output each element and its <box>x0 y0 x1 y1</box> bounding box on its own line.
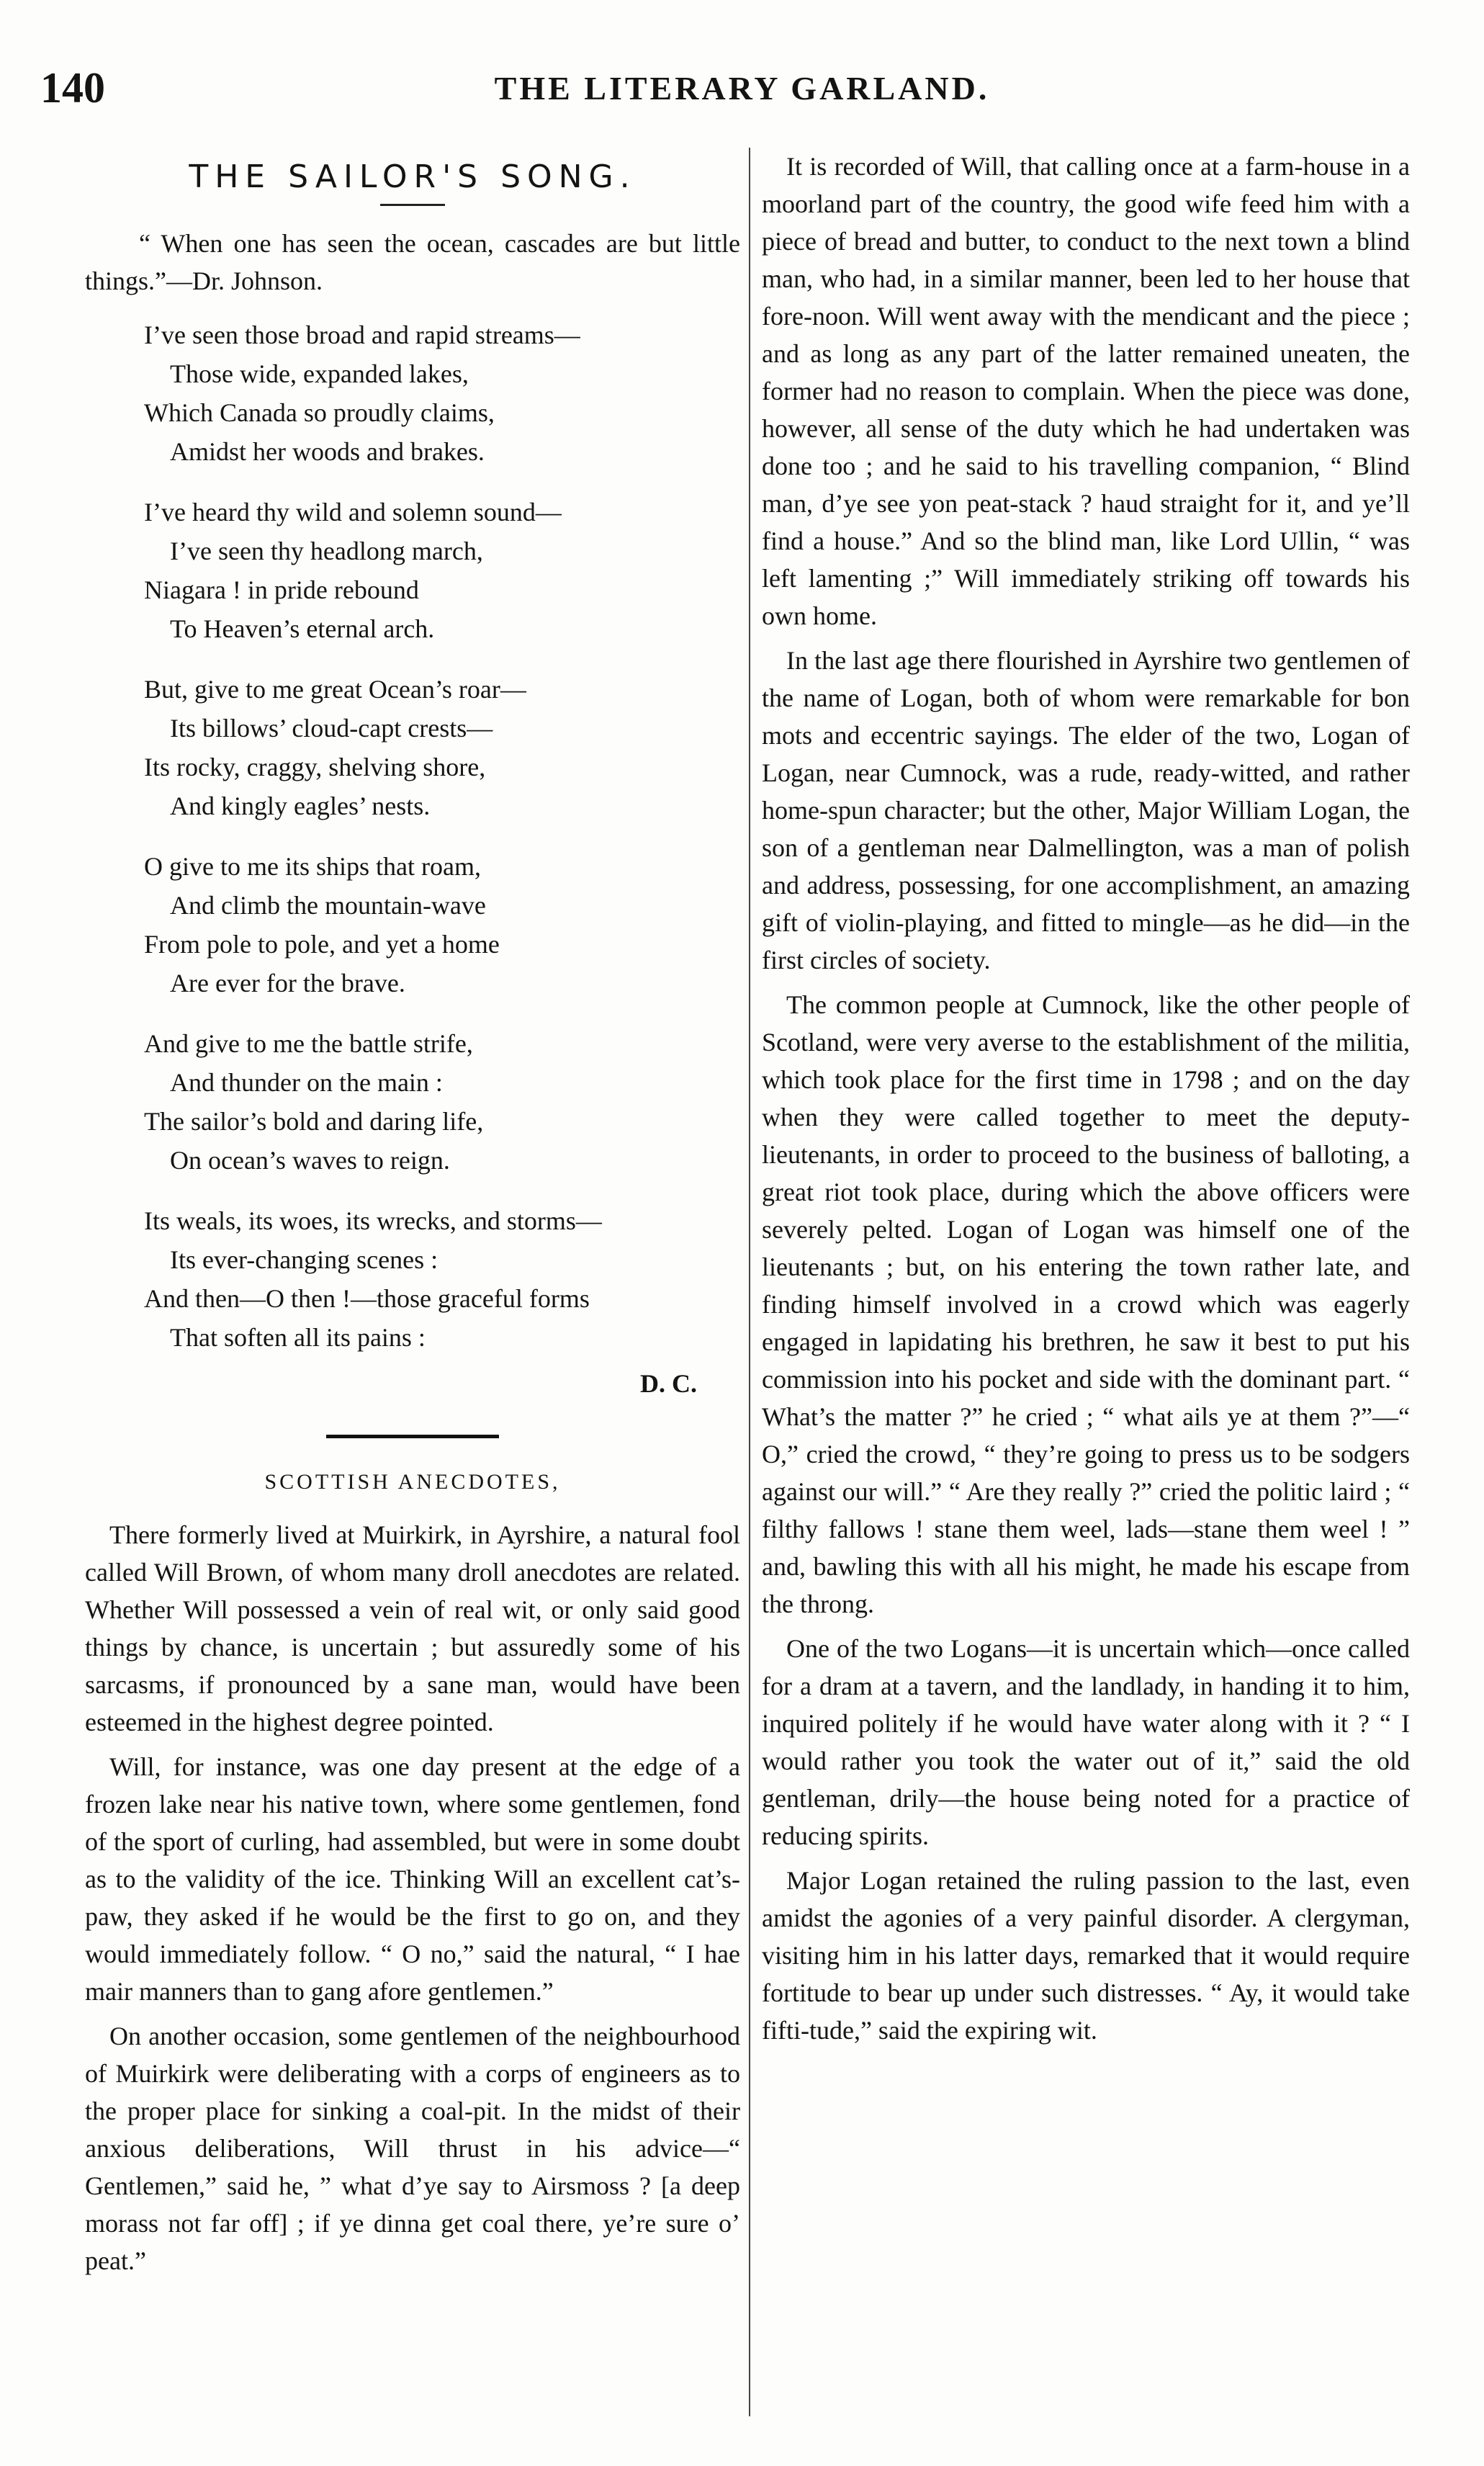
page-number: 140 <box>40 64 105 112</box>
section-rule <box>326 1435 499 1438</box>
poem-line: And then—O then !—those graceful forms <box>144 1284 590 1313</box>
poem-title: THE SAILOR'S SONG. <box>189 158 637 195</box>
poem-line: Its ever-changing scenes : <box>170 1245 439 1274</box>
title-rule <box>380 204 445 206</box>
paragraph: The common people at Cumnock, like the other people of Scotland, were very averse to the establishment of the militia, which took place for the first time in 1798 ; and on the day when they were called together to meet the deputy-lieutenants, in order to proceed to the business of balloting, a great riot took place, during which the above officers were severely pelted. Logan of Logan was himself one of the lieutenants ; but, on his entering the town rather late, and finding himself involved in a crowd which was eagerly engaged in lapidating his brethren, he saw it best to put his commission into his pocket and side with the dominant part. “ What’s the matter ?” he cried ; “ what ails ye at them ?”—“ O,” cried the crowd, “ they’re going to press us to be sodgers against our will.” “ Are they really ?” cried the politic laird ; “ filthy fallows ! stane them weel, lads—stane them weel ! ” and, bawling this with all his might, he made his escape from the throng. <box>762 990 1410 1618</box>
running-title: THE LITERARY GARLAND. <box>494 70 990 107</box>
page-header <box>40 63 1444 114</box>
paragraph: Major Logan retained the ruling passion to the last, even amidst the agonies of a very painful disorder. A clergyman, visiting him in his latter days, remarked that it would require fortitude to bear up under such distresses. “ Ay, it would take fifti-tude,” said the expiring wit. <box>762 1866 1410 2045</box>
poem-line: Its billows’ cloud-capt crests— <box>170 714 493 743</box>
poem-line: And climb the mountain-wave <box>170 891 486 920</box>
left-column <box>85 158 740 2287</box>
poem-line: Its rocky, craggy, shelving shore, <box>144 753 486 781</box>
poem-epigraph: “ When one has seen the ocean, cascades are but little things.”—Dr. Johnson. <box>85 229 740 295</box>
paragraph: On another occasion, some gentlemen of the neighbourhood of Muirkirk were deliberating with a corps of engineers as to the proper place for sinking a coal-pit. In the midst of their anxious deliberations, Will thrust in his advice—“ Gentlemen,” said he, ” what d’ye say to Airsmoss ? [a deep morass not far off] ; if ye dinna get coal there, ye’re sure o’ peat.” <box>85 2022 740 2275</box>
poem-line: Which Canada so proudly claims, <box>144 398 495 427</box>
poem-line: Its weals, its woes, its wrecks, and storms— <box>144 1206 602 1235</box>
poem-line: And give to me the battle strife, <box>144 1029 473 1058</box>
poem-line: That soften all its pains : <box>170 1323 426 1352</box>
paragraph: Will, for instance, was one day present at the edge of a frozen lake near his native town, where some gentlemen, fond of the sport of curling, had assembled, but were in some doubt as to the validity of the ice. Thinking Will an excellent cat’s-paw, they asked if he would be the first to go on, and they would immediately follow. “ O no,” said the natural, “ I hae mair manners than to gang afore gentlemen.” <box>85 1752 740 2006</box>
poem-line: The sailor’s bold and daring life, <box>144 1107 484 1136</box>
column-divider <box>749 148 750 2416</box>
anecdotes-title: SCOTTISH ANECDOTES, <box>264 1470 561 1494</box>
stanza-1 <box>85 315 740 471</box>
right-column <box>762 148 1410 2056</box>
poem-line: From pole to pole, and yet a home <box>144 930 500 959</box>
poem-line: Are ever for the brave. <box>170 969 405 997</box>
stanza-5 <box>85 1024 740 1180</box>
stanza-2 <box>85 493 740 648</box>
poem-signature: D. C. <box>640 1369 697 1398</box>
poem-line: Niagara ! in pride rebound <box>144 575 419 604</box>
poem-line: O give to me its ships that roam, <box>144 852 481 881</box>
paragraph: In the last age there flourished in Ayrshire two gentlemen of the name of Logan, both of whom were remarkable for bon mots and eccentric sayings. The elder of the two, Logan of Logan, near Cumnock, was a rude, ready-witted, and rather home-spun character; but the other, Major William Logan, the son of a gentleman near Dalmellington, was a man of polish and address, possessing, for one accomplishment, an amazing gift of violin-playing, and fitted to mingle—as he did—in the first circles of society. <box>762 646 1410 974</box>
poem-line: On ocean’s waves to reign. <box>170 1146 450 1175</box>
poem-line: And kingly eagles’ nests. <box>170 792 431 820</box>
poem-line: And thunder on the main : <box>170 1068 443 1097</box>
poem-line: I’ve seen thy headlong march, <box>170 537 483 565</box>
poem-line: I’ve seen those broad and rapid streams— <box>144 320 580 349</box>
stanza-3 <box>85 670 740 825</box>
paragraph: There formerly lived at Muirkirk, in Ayrshire, a natural fool called Will Brown, of whom many droll anecdotes are related. Whether Will possessed a vein of real wit, or only said good things by chance, is uncertain ; but assuredly some of his sarcasms, if pronounced by a sane man, would have been esteemed in the highest degree pointed. <box>85 1520 740 1736</box>
poem-line: But, give to me great Ocean’s roar— <box>144 675 526 704</box>
poem-line: To Heaven’s eternal arch. <box>170 614 435 643</box>
paragraph: It is recorded of Will, that calling once at a farm-house in a moorland part of the country, the good wife feed him with a piece of bread and butter, to conduct to the next town a blind man, who had, in a similar manner, been led to her house that fore-noon. Will went away with the mendicant and the piece ; and as long as any part of the latter remained uneaten, the former had no reason to complain. When the piece was done, however, all sense of the duty which he had undertaken was done too ; and he said to his travelling companion, “ Blind man, d’ye see yon peat-stack ? haud straight for it, and ye’ll find a house.” And so the blind man, like Lord Ullin, “ was left lamenting ;” Will immediately striking off towards his own home. <box>762 152 1410 630</box>
poem-line: Amidst her woods and brakes. <box>170 437 485 466</box>
poem-line: Those wide, expanded lakes, <box>170 359 469 388</box>
paragraph: One of the two Logans—it is uncertain which—once called for a dram at a tavern, and the landlady, in handing it to him, inquired politely if he would have water along with it ? “ I would rather you took the water out of it,” said the old gentleman, drily—the house being noted for a practice of reducing spirits. <box>762 1634 1410 1850</box>
poem-line: I’ve heard thy wild and solemn sound— <box>144 498 562 526</box>
stanza-6 <box>85 1201 740 1357</box>
stanza-4 <box>85 847 740 1003</box>
